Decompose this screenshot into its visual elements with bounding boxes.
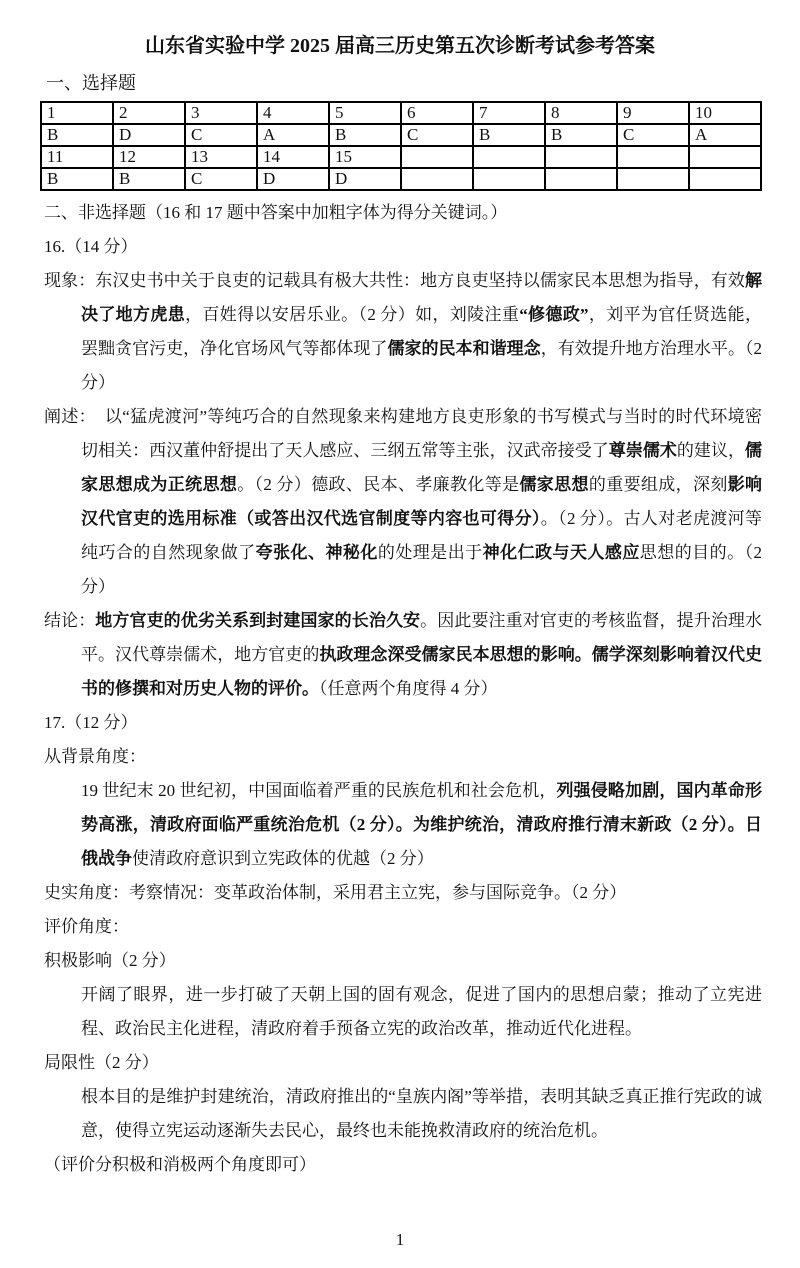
q16-para-conclusion: 结论：地方官吏的优劣关系到封建国家的长治久安。因此要注重对官吏的考核监督，提升治理水平。汉代尊崇儒术，地方官吏的执政理念深受儒家民本思想的影响。儒学深刻影响着汉代史书的修撰和对历史人物的评价。（任意两个角度得 4 分） [44, 611, 763, 698]
page-number: 1 [395, 1230, 405, 1249]
table-cell: D [113, 124, 185, 146]
table-cell: 10 [689, 102, 761, 124]
table-cell [473, 168, 545, 190]
table-cell: 13 [185, 146, 257, 168]
doc-title: 山东省实验中学 2025 届高三历史第五次诊断考试参考答案 [145, 35, 655, 57]
q17-background-label: 从背景角度： [44, 747, 146, 766]
table-cell [689, 168, 761, 190]
q17-limitation-para: 根本目的是维护封建统治，清政府推出的“皇族内阁”等举措，表明其缺乏真正推行宪政的诚意，使得立宪运动逐渐失去民心，最终也未能挽救清政府的统治危机。 [81, 1087, 762, 1140]
table-row [41, 102, 761, 124]
table-cell: B [41, 168, 113, 190]
table-cell: C [185, 124, 257, 146]
table-row [41, 124, 761, 146]
table-cell: B [41, 124, 113, 146]
q16-heading: 16.（14 分） [44, 237, 138, 256]
table-cell: 6 [401, 102, 473, 124]
content-flow [44, 196, 762, 1182]
table-cell: C [185, 168, 257, 190]
table-cell [617, 146, 689, 168]
table-cell: 15 [329, 146, 401, 168]
table-cell: 14 [257, 146, 329, 168]
q17-facts-line: 史实角度：考察情况：变革政治体制，采用君主立宪，参与国际竞争。（2 分） [44, 883, 627, 902]
table-cell: 4 [257, 102, 329, 124]
table-cell: A [257, 124, 329, 146]
table-cell: 1 [41, 102, 113, 124]
table-row [41, 168, 761, 190]
table-cell: B [473, 124, 545, 146]
q16-para-phenomenon: 现象：东汉史书中关于良吏的记载具有极大共性：地方良吏坚持以儒家民本思想为指导，有效解决了地方虎患，百姓得以安居乐业。（2 分）如，刘陵注重“修德政”，刘平为官任贤选能，罢黜贪官污吏，净化官场风气等都体现了儒家的民本和谐理念，有效提升地方治理水平。（2 分） [44, 271, 763, 392]
q17-heading: 17.（12 分） [44, 713, 138, 732]
table-cell [401, 168, 473, 190]
table-cell: B [329, 124, 401, 146]
q17-note-line: （评价分积极和消极两个角度即可） [44, 1155, 316, 1174]
answer-table-wrap [40, 101, 762, 191]
q17-positive-label: 积极影响（2 分） [44, 951, 176, 970]
answer-table [40, 101, 762, 191]
q16-para-elaboration: 阐述： 以“猛虎渡河”等纯巧合的自然现象来构建地方良吏形象的书写模式与当时的时代环境密切相关：西汉董仲舒提出了天人感应、三纲五常等主张，汉武帝接受了尊崇儒术的建议，儒家思想成为正统思想。（2 分）德政、民本、孝廉教化等是儒家思想的重要组成，深刻影响汉代官吏的选用标准（或答出汉代选官制度等内容也可得分）。（2 分）。古人对老虎渡河等纯巧合的自然现象做了夸张化、神秘化的处理是出于神化仁政与天人感应思想的目的。（2 分） [44, 407, 763, 596]
table-cell: 2 [113, 102, 185, 124]
table-cell: 7 [473, 102, 545, 124]
table-cell: B [113, 168, 185, 190]
table-cell: B [545, 124, 617, 146]
table-row [41, 146, 761, 168]
table-cell [689, 146, 761, 168]
section2-heading: 二、非选择题（16 和 17 题中答案中加粗字体为得分关键词。） [44, 203, 508, 222]
table-cell: 11 [41, 146, 113, 168]
table-cell: A [689, 124, 761, 146]
table-cell: C [617, 124, 689, 146]
section1-heading: 一、选择题 [46, 73, 136, 93]
q17-evaluation-label: 评价角度： [44, 917, 129, 936]
q17-positive-para: 开阔了眼界，进一步打破了天朝上国的固有观念，促进了国内的思想启蒙；推动了立宪进程、政治民主化进程，清政府着手预备立宪的政治改革，推动近代化进程。 [81, 985, 762, 1038]
q17-limitation-label: 局限性（2 分） [44, 1053, 159, 1072]
table-cell: C [401, 124, 473, 146]
table-cell: 5 [329, 102, 401, 124]
table-cell: 9 [617, 102, 689, 124]
table-cell [545, 146, 617, 168]
q17-background-para: 19 世纪末 20 世纪初，中国面临着严重的民族危机和社会危机，列强侵略加剧，国内革命形势高涨，清政府面临严重统治危机（2 分）。为维护统治，清政府推行清末新政（2 分）。日俄战争使清政府意识到立宪政体的优越（2 分） [81, 781, 763, 868]
table-cell: 8 [545, 102, 617, 124]
table-cell [473, 146, 545, 168]
table-cell: D [257, 168, 329, 190]
table-cell: 12 [113, 146, 185, 168]
table-cell [617, 168, 689, 190]
table-cell [401, 146, 473, 168]
table-cell [545, 168, 617, 190]
table-cell: D [329, 168, 401, 190]
table-cell: 3 [185, 102, 257, 124]
